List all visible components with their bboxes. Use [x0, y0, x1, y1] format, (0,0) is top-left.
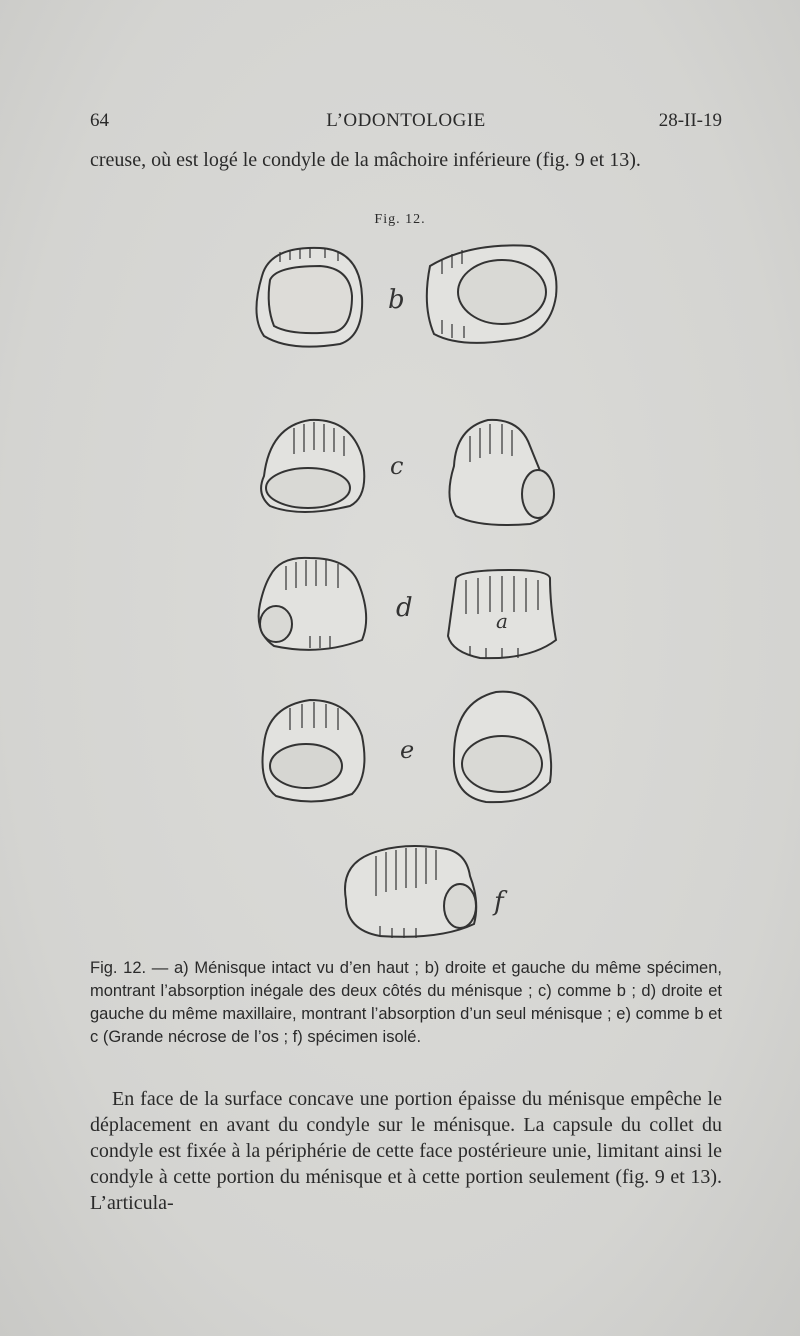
meniscus-b-right [427, 245, 557, 342]
label-f: f [494, 887, 504, 917]
running-header [90, 110, 722, 136]
meniscus-c-left [261, 420, 364, 512]
label-d: d [396, 593, 413, 623]
meniscus-e-left [263, 700, 365, 802]
label-e: e [400, 736, 415, 764]
meniscus-f-isolated [345, 846, 476, 938]
meniscus-d-left [259, 558, 367, 650]
journal-title: L’ODONTOLOGIE [326, 110, 486, 131]
body-paragraph: En face de la surface concave une portion épaisse du ménisque empêche le déplacement en avant du condyle sur le ménisque. La capsule du collet du condyle est fixée à la périphérie de cette face postérieure unie, limitant ainsi le condyle à cette portion du ménisque et à cette portion seulement (fig. 9 et 13). L’articula- [90, 1088, 722, 1214]
label-a: a [496, 609, 508, 633]
meniscus-e-right [454, 692, 551, 803]
meniscus-c-right [449, 420, 554, 525]
page-number: 64 [90, 110, 109, 131]
figure-title: Fig. 12. [374, 212, 426, 227]
figure-12-illustration [230, 236, 590, 952]
label-b: b [388, 285, 405, 315]
opening-paragraph: creuse, où est logé le condyle de la mâchoire inférieure (fig. 9 et 13). [90, 149, 641, 171]
meniscus-b-left [256, 248, 362, 347]
issue-date: 28-II-19 [658, 110, 722, 131]
label-c: c [390, 452, 404, 480]
figure-caption: Fig. 12. — a) Ménisque intact vu d’en haut ; b) droite et gauche du même spécimen, montrant l’absorption inégale des deux côtés du ménisque ; c) comme b ; d) droite et gauche du même maxillaire, montrant l’absorption d’un seul ménisque ; e) comme b et c (Grande nécrose de l’os ; f) spécimen isolé. [90, 959, 722, 1046]
